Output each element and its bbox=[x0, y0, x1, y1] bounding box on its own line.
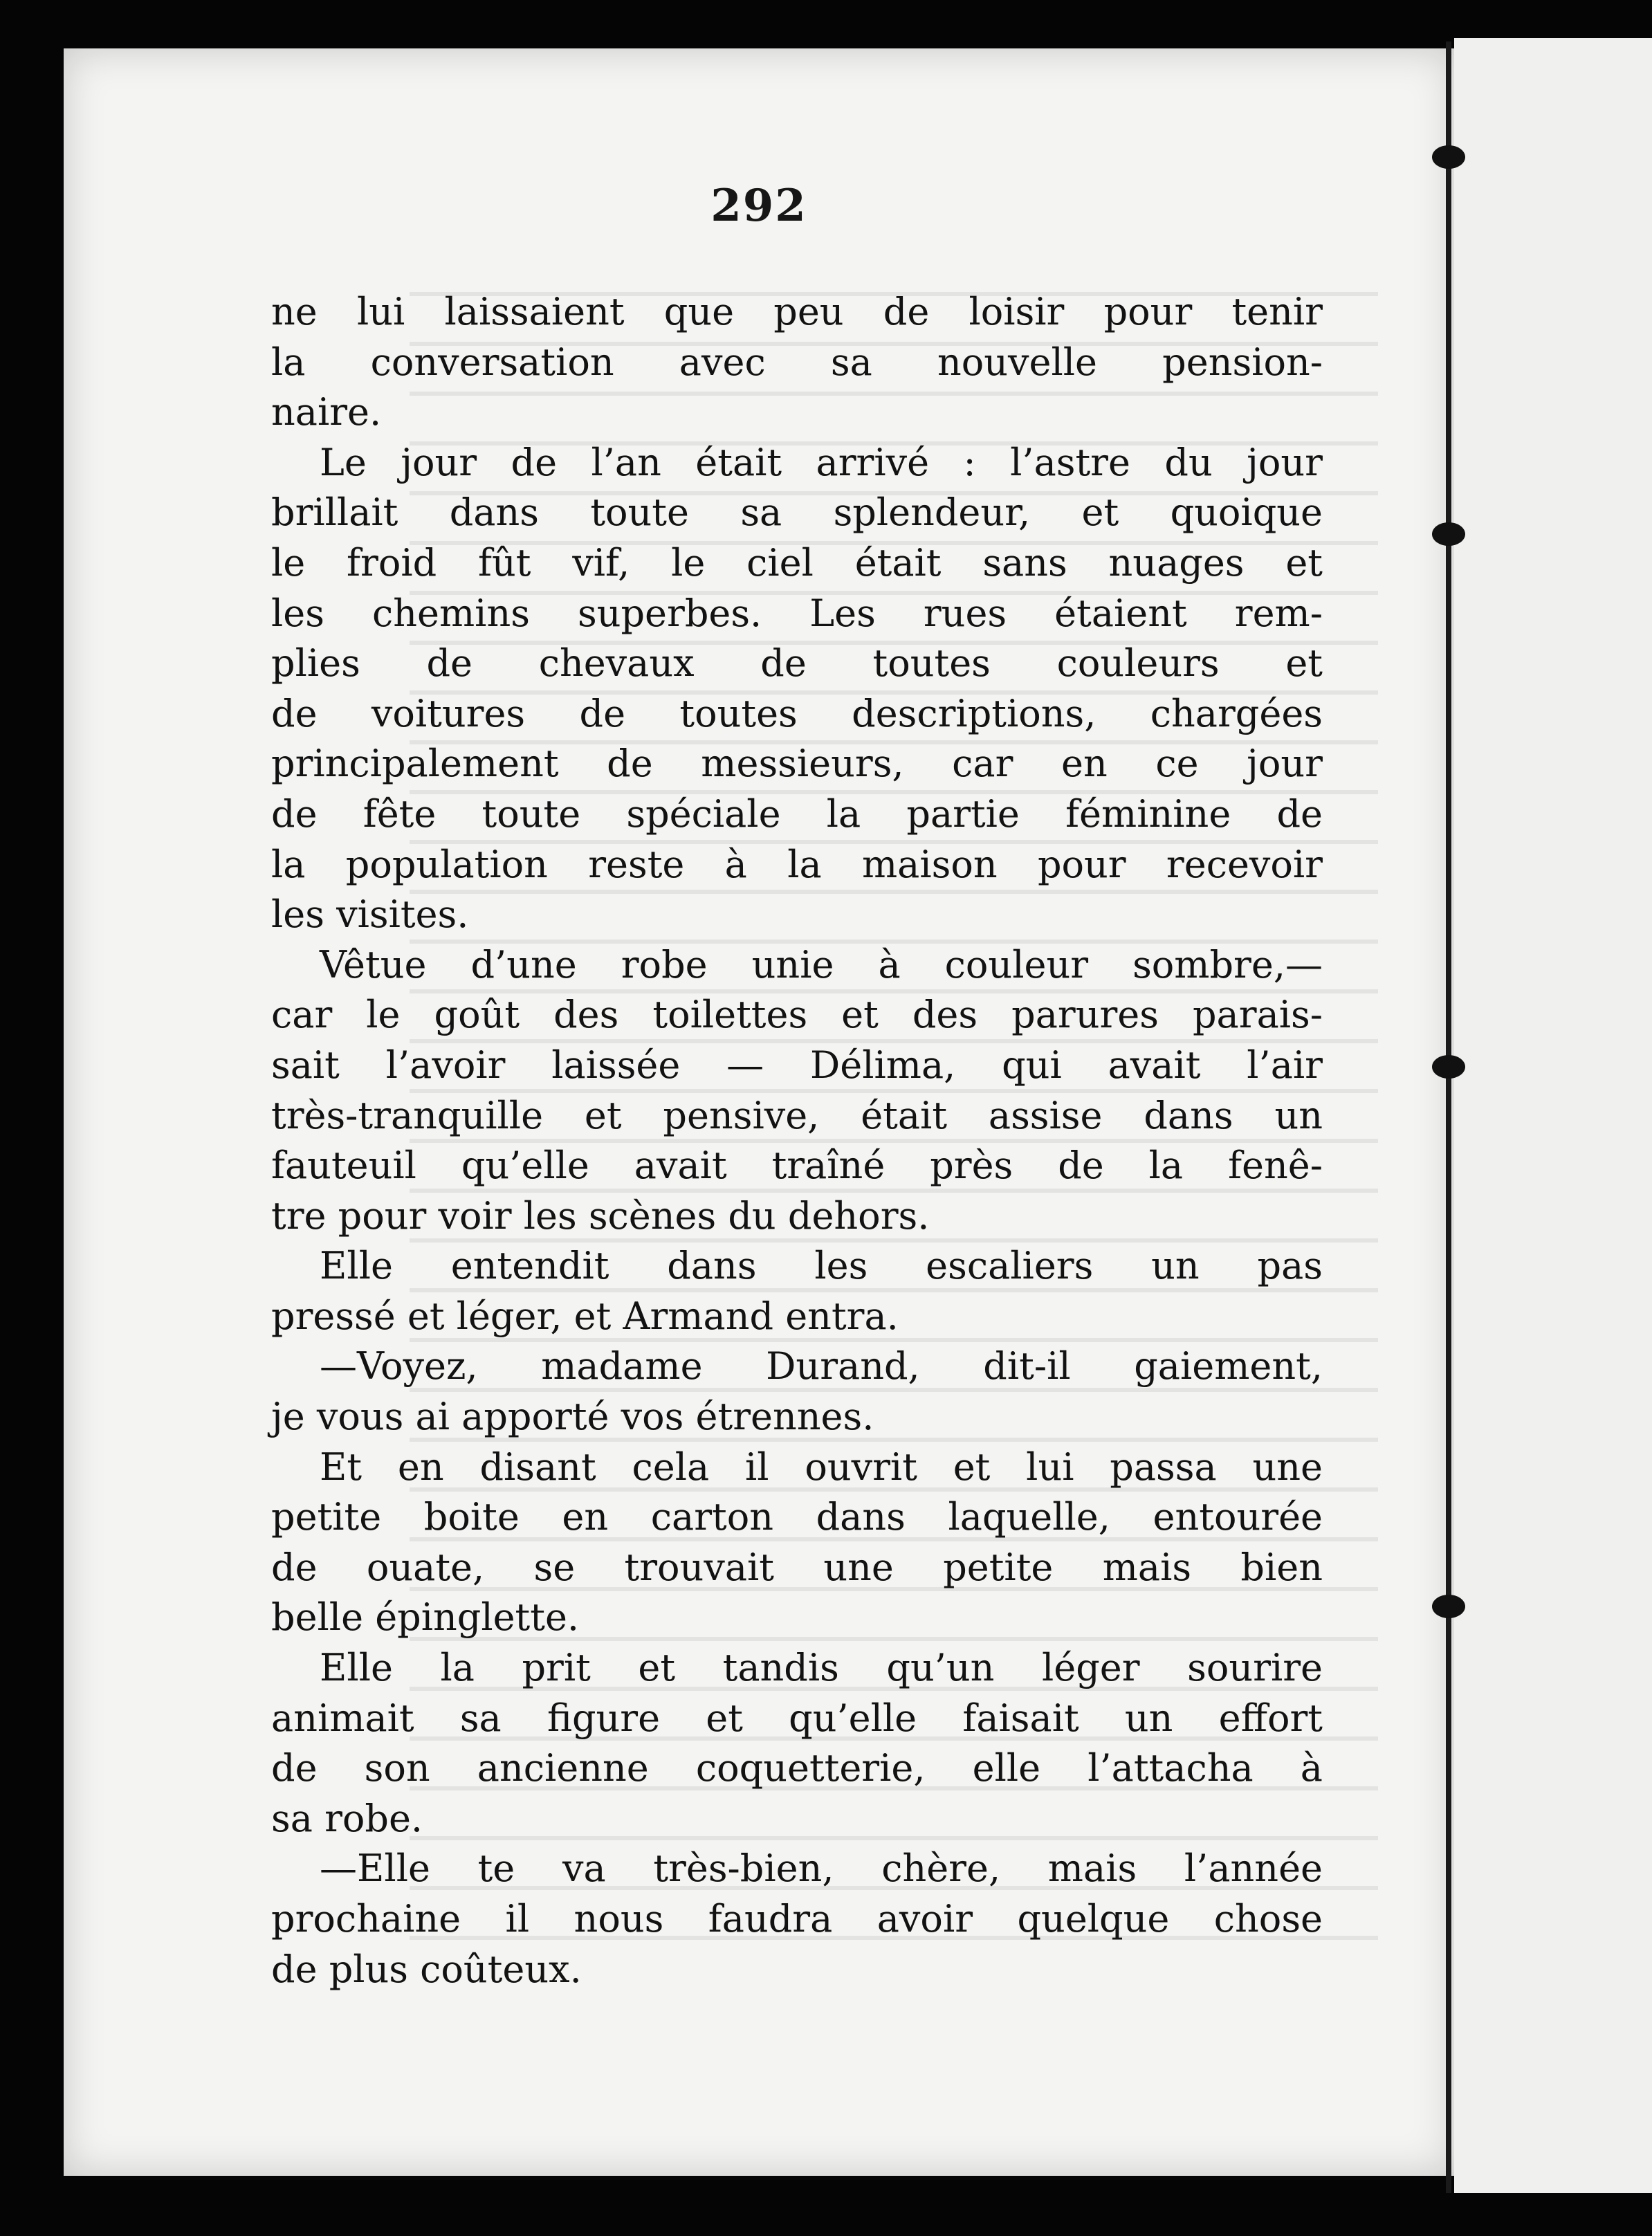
text-line: Le jour de l’an était arrivé : l’astre du jour bbox=[320, 440, 1323, 484]
text-line: de fête toute spéciale la partie féminine de bbox=[271, 791, 1323, 836]
binding-fold bbox=[1446, 42, 1451, 2193]
text-line: sa robe. bbox=[271, 1796, 423, 1840]
text-line: plies de chevaux de toutes couleurs et bbox=[271, 641, 1323, 686]
text-line: fauteuil qu’elle avait traîné près de la fenê- bbox=[271, 1144, 1323, 1188]
binding-stitch bbox=[1432, 1595, 1465, 1618]
body-text bbox=[271, 287, 1323, 1995]
text-line: la conversation avec sa nouvelle pension- bbox=[271, 340, 1323, 384]
text-line: —Elle te va très-bien, chère, mais l’année bbox=[320, 1846, 1323, 1891]
text-line: de son ancienne coquetterie, elle l’attacha à bbox=[271, 1746, 1323, 1790]
text-line: brillait dans toute sa splendeur, et quoique bbox=[271, 491, 1323, 535]
text-line: les chemins superbes. Les rues étaient rem- bbox=[271, 591, 1323, 635]
text-line: pressé et léger, et Armand entra. bbox=[271, 1294, 899, 1338]
text-line: de voitures de toutes descriptions, chargées bbox=[271, 691, 1323, 735]
binding-stitch bbox=[1432, 145, 1465, 169]
facing-page-edge bbox=[1454, 38, 1652, 2193]
text-line: je vous ai apporté vos étrennes. bbox=[271, 1395, 874, 1439]
text-line: sait l’avoir laissée — Délima, qui avait l’air bbox=[271, 1043, 1323, 1087]
text-line: de ouate, se trouvait une petite mais bien bbox=[271, 1545, 1323, 1589]
page-number: 292 bbox=[710, 180, 807, 232]
text-line: Elle entendit dans les escaliers un pas bbox=[320, 1244, 1323, 1288]
text-line: —Voyez, madame Durand, dit-il gaiement, bbox=[320, 1344, 1323, 1389]
text-line: Et en disant cela il ouvrit et lui passa une bbox=[320, 1445, 1323, 1489]
text-line: de plus coûteux. bbox=[271, 1947, 582, 1991]
text-line: les visites. bbox=[271, 892, 469, 937]
binding-stitch bbox=[1432, 522, 1465, 546]
text-line: prochaine il nous faudra avoir quelque chose bbox=[271, 1897, 1323, 1941]
text-line: très-tranquille et pensive, était assise dans un bbox=[271, 1093, 1323, 1137]
text-line: tre pour voir les scènes du dehors. bbox=[271, 1193, 930, 1238]
text-line: la population reste à la maison pour recevoir bbox=[271, 842, 1323, 886]
binding-stitch bbox=[1432, 1055, 1465, 1079]
text-line: car le goût des toilettes et des parures parais- bbox=[271, 993, 1323, 1037]
text-line: animait sa figure et qu’elle faisait un effort bbox=[271, 1696, 1323, 1740]
text-line: petite boite en carton dans laquelle, entourée bbox=[271, 1495, 1323, 1539]
text-line: le froid fût vif, le ciel était sans nuages et bbox=[271, 540, 1323, 585]
text-line: Elle la prit et tandis qu’un léger sourire bbox=[320, 1646, 1323, 1690]
text-line: ne lui laissaient que peu de loisir pour tenir bbox=[271, 290, 1323, 333]
text-line: principalement de messieurs, car en ce jour bbox=[271, 742, 1323, 786]
text-line: naire. bbox=[271, 390, 382, 434]
text-line: Vêtue d’une robe unie à couleur sombre,— bbox=[320, 942, 1323, 987]
text-line: belle épinglette. bbox=[271, 1595, 580, 1640]
book-page bbox=[64, 48, 1454, 2176]
